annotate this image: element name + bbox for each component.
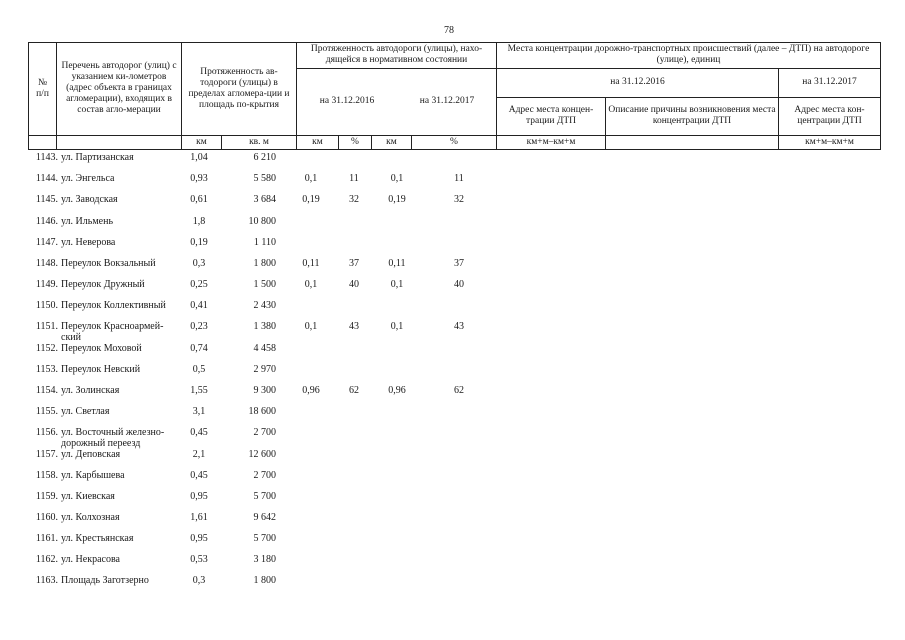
- unit-address-range-2017: км+м–км+м: [805, 136, 854, 147]
- area-sq-m: 12 600: [248, 449, 276, 460]
- road-name: ул. Карбышева: [61, 470, 125, 481]
- table-row: [0, 575, 905, 595]
- unit-percent-2016: %: [351, 136, 359, 147]
- length-km: 0,41: [190, 300, 208, 311]
- normative-km-2016: 0,1: [304, 321, 318, 332]
- area-sq-m: 1 380: [253, 321, 276, 332]
- area-sq-m: 1 800: [253, 575, 276, 586]
- length-km: 0,53: [190, 554, 208, 565]
- header-name: Перечень автодорог (улиц) с указанием ки-лометров (адрес объекта в границах агломерации), входящих в состав агло-мерации: [61, 61, 177, 115]
- table-row: [0, 216, 905, 236]
- length-km: 1,61: [190, 512, 208, 523]
- table-row: [0, 364, 905, 384]
- unit-km-2017: км: [386, 136, 397, 147]
- normative-km-2016: 0,96: [302, 385, 320, 396]
- normative-percent-2017: 37: [454, 258, 464, 269]
- normative-km-2017: 0,1: [390, 173, 404, 184]
- road-name: ул. Восточный железно-дорожный переезд: [61, 427, 165, 449]
- header-dtp-2016: на 31.12.2016: [610, 77, 665, 87]
- length-km: 0,3: [192, 575, 206, 586]
- row-number: 1152.: [35, 343, 58, 354]
- table-row: [0, 300, 905, 320]
- row-number: 1159.: [35, 491, 58, 502]
- length-km: 0,93: [190, 173, 208, 184]
- table-row: [0, 406, 905, 426]
- table-row: [0, 321, 905, 341]
- header-dtp: Места концентрации дорожно-транспортных происшествий (далее – ДТП) на автодороге (улице), единиц: [507, 44, 870, 65]
- row-number: 1156.: [35, 427, 58, 438]
- road-name: Площадь Заготзерно: [61, 575, 149, 586]
- row-number: 1158.: [35, 470, 58, 481]
- row-number: 1148.: [35, 258, 58, 269]
- area-sq-m: 2 430: [253, 300, 276, 311]
- road-name: Переулок Невский: [61, 364, 141, 375]
- length-km: 1,8: [192, 216, 206, 227]
- table-row: [0, 533, 905, 553]
- row-number: 1149.: [35, 279, 58, 290]
- unit-percent-2017: %: [450, 136, 458, 147]
- normative-percent-2017: 40: [454, 279, 464, 290]
- row-number: 1153.: [35, 364, 58, 375]
- area-sq-m: 2 700: [253, 427, 276, 438]
- length-km: 0,45: [190, 427, 208, 438]
- header-normative-2017: на 31.12.2017: [419, 96, 475, 106]
- normative-km-2017: 0,11: [388, 258, 406, 269]
- table-row: [0, 152, 905, 172]
- normative-km-2016: 0,1: [304, 173, 318, 184]
- normative-km-2016: 0,19: [302, 194, 320, 205]
- normative-percent-2016: 32: [349, 194, 359, 205]
- normative-percent-2016: 40: [349, 279, 359, 290]
- area-sq-m: 5 700: [253, 533, 276, 544]
- row-number: 1143.: [35, 152, 58, 163]
- table-header: [28, 42, 881, 150]
- header-dtp-reason: Описание причины возникновения места концентрации ДТП: [608, 105, 776, 126]
- header-dtp-2017: на 31.12.2017: [802, 77, 857, 87]
- normative-percent-2016: 43: [349, 321, 359, 332]
- normative-percent-2017: 43: [454, 321, 464, 332]
- road-name: ул. Светлая: [61, 406, 110, 417]
- area-sq-m: 2 970: [253, 364, 276, 375]
- table-row: [0, 343, 905, 363]
- row-number: 1162.: [35, 554, 58, 565]
- area-sq-m: 4 458: [253, 343, 276, 354]
- normative-percent-2016: 62: [349, 385, 359, 396]
- road-name: ул. Неверова: [61, 237, 116, 248]
- table-row: [0, 449, 905, 469]
- row-number: 1144.: [35, 173, 58, 184]
- normative-km-2016: 0,1: [304, 279, 318, 290]
- header-length: Протяженность ав-тодороги (улицы) в пределах агломера-ции и площадь по-крытия: [188, 66, 290, 110]
- row-number: 1151.: [35, 321, 58, 332]
- row-number: 1160.: [35, 512, 58, 523]
- table-row: [0, 512, 905, 532]
- unit-km-2016: км: [312, 136, 323, 147]
- road-name: ул. Колхозная: [61, 512, 120, 523]
- normative-km-2017: 0,1: [390, 321, 404, 332]
- row-number: 1146.: [35, 216, 58, 227]
- normative-percent-2017: 32: [454, 194, 464, 205]
- length-km: 0,5: [192, 364, 206, 375]
- row-number: 1155.: [35, 406, 58, 417]
- road-name: Переулок Коллективный: [61, 300, 166, 311]
- header-dtp-address-2017: Адрес места кон-центрации ДТП: [794, 105, 865, 126]
- length-km: 0,3: [192, 258, 206, 269]
- road-name: ул. Партизанская: [61, 152, 134, 163]
- row-number: 1154.: [35, 385, 58, 396]
- area-sq-m: 5 700: [253, 491, 276, 502]
- road-name: Переулок Вокзальный: [61, 258, 156, 269]
- normative-km-2017: 0,96: [388, 385, 406, 396]
- road-name: ул. Крестьянская: [61, 533, 134, 544]
- length-km: 0,25: [190, 279, 208, 290]
- area-sq-m: 3 684: [253, 194, 276, 205]
- table-row: [0, 194, 905, 214]
- header-normative: Протяженность автодороги (улицы), нахо-дящейся в нормативном состоянии: [310, 44, 483, 65]
- length-km: 0,19: [190, 237, 208, 248]
- length-km: 0,61: [190, 194, 208, 205]
- road-name: Переулок Дружный: [61, 279, 145, 290]
- road-name: ул. Некрасова: [61, 554, 120, 565]
- row-number: 1147.: [35, 237, 58, 248]
- area-sq-m: 5 580: [253, 173, 276, 184]
- table-row: [0, 554, 905, 574]
- area-sq-m: 3 180: [253, 554, 276, 565]
- table-row: [0, 258, 905, 278]
- normative-km-2016: 0,11: [302, 258, 320, 269]
- table-row: [0, 491, 905, 511]
- area-sq-m: 9 642: [253, 512, 276, 523]
- normative-percent-2017: 11: [454, 173, 464, 184]
- row-number: 1150.: [35, 300, 58, 311]
- header-dtp-address: Адрес места концен-трации ДТП: [508, 105, 594, 126]
- header-num: № п/п: [36, 77, 49, 99]
- area-sq-m: 10 800: [248, 216, 276, 227]
- normative-percent-2016: 11: [349, 173, 359, 184]
- length-km: 0,95: [190, 491, 208, 502]
- header-normative-2016: на 31.12.2016: [319, 96, 375, 106]
- area-sq-m: 9 300: [253, 385, 276, 396]
- area-sq-m: 1 110: [253, 237, 276, 248]
- road-name: Переулок Моховой: [61, 343, 142, 354]
- length-km: 2,1: [192, 449, 206, 460]
- table-row: [0, 427, 905, 447]
- road-name: ул. Заводская: [61, 194, 118, 205]
- area-sq-m: 2 700: [253, 470, 276, 481]
- area-sq-m: 1 500: [253, 279, 276, 290]
- road-name: ул. Деповская: [61, 449, 121, 460]
- road-name: ул. Золинская: [61, 385, 120, 396]
- table-row: [0, 173, 905, 193]
- table-row: [0, 385, 905, 405]
- road-name: Переулок Красноармей-ский: [61, 321, 164, 343]
- length-km: 1,04: [190, 152, 208, 163]
- length-km: 0,23: [190, 321, 208, 332]
- row-number: 1145.: [35, 194, 58, 205]
- area-sq-m: 1 800: [253, 258, 276, 269]
- length-km: 0,74: [190, 343, 208, 354]
- page-number: 78: [444, 25, 454, 36]
- row-number: 1157.: [35, 449, 58, 460]
- unit-address-range: км+м–км+м: [526, 136, 576, 147]
- table-row: [0, 279, 905, 299]
- table-row: [0, 470, 905, 490]
- row-number: 1161.: [35, 533, 58, 544]
- table-row: [0, 237, 905, 257]
- area-sq-m: 18 600: [248, 406, 276, 417]
- length-km: 0,95: [190, 533, 208, 544]
- normative-percent-2017: 62: [454, 385, 464, 396]
- road-name: ул. Ильмень: [61, 216, 114, 227]
- normative-km-2017: 0,19: [388, 194, 406, 205]
- length-km: 0,45: [190, 470, 208, 481]
- row-number: 1163.: [35, 575, 58, 586]
- road-name: ул. Киевская: [61, 491, 115, 502]
- normative-percent-2016: 37: [349, 258, 359, 269]
- unit-sq: кв. м: [249, 136, 269, 147]
- normative-km-2017: 0,1: [390, 279, 404, 290]
- length-km: 1,55: [190, 385, 208, 396]
- area-sq-m: 6 210: [253, 152, 276, 163]
- length-km: 3,1: [192, 406, 206, 417]
- unit-km: км: [196, 136, 207, 147]
- road-name: ул. Энгельса: [61, 173, 115, 184]
